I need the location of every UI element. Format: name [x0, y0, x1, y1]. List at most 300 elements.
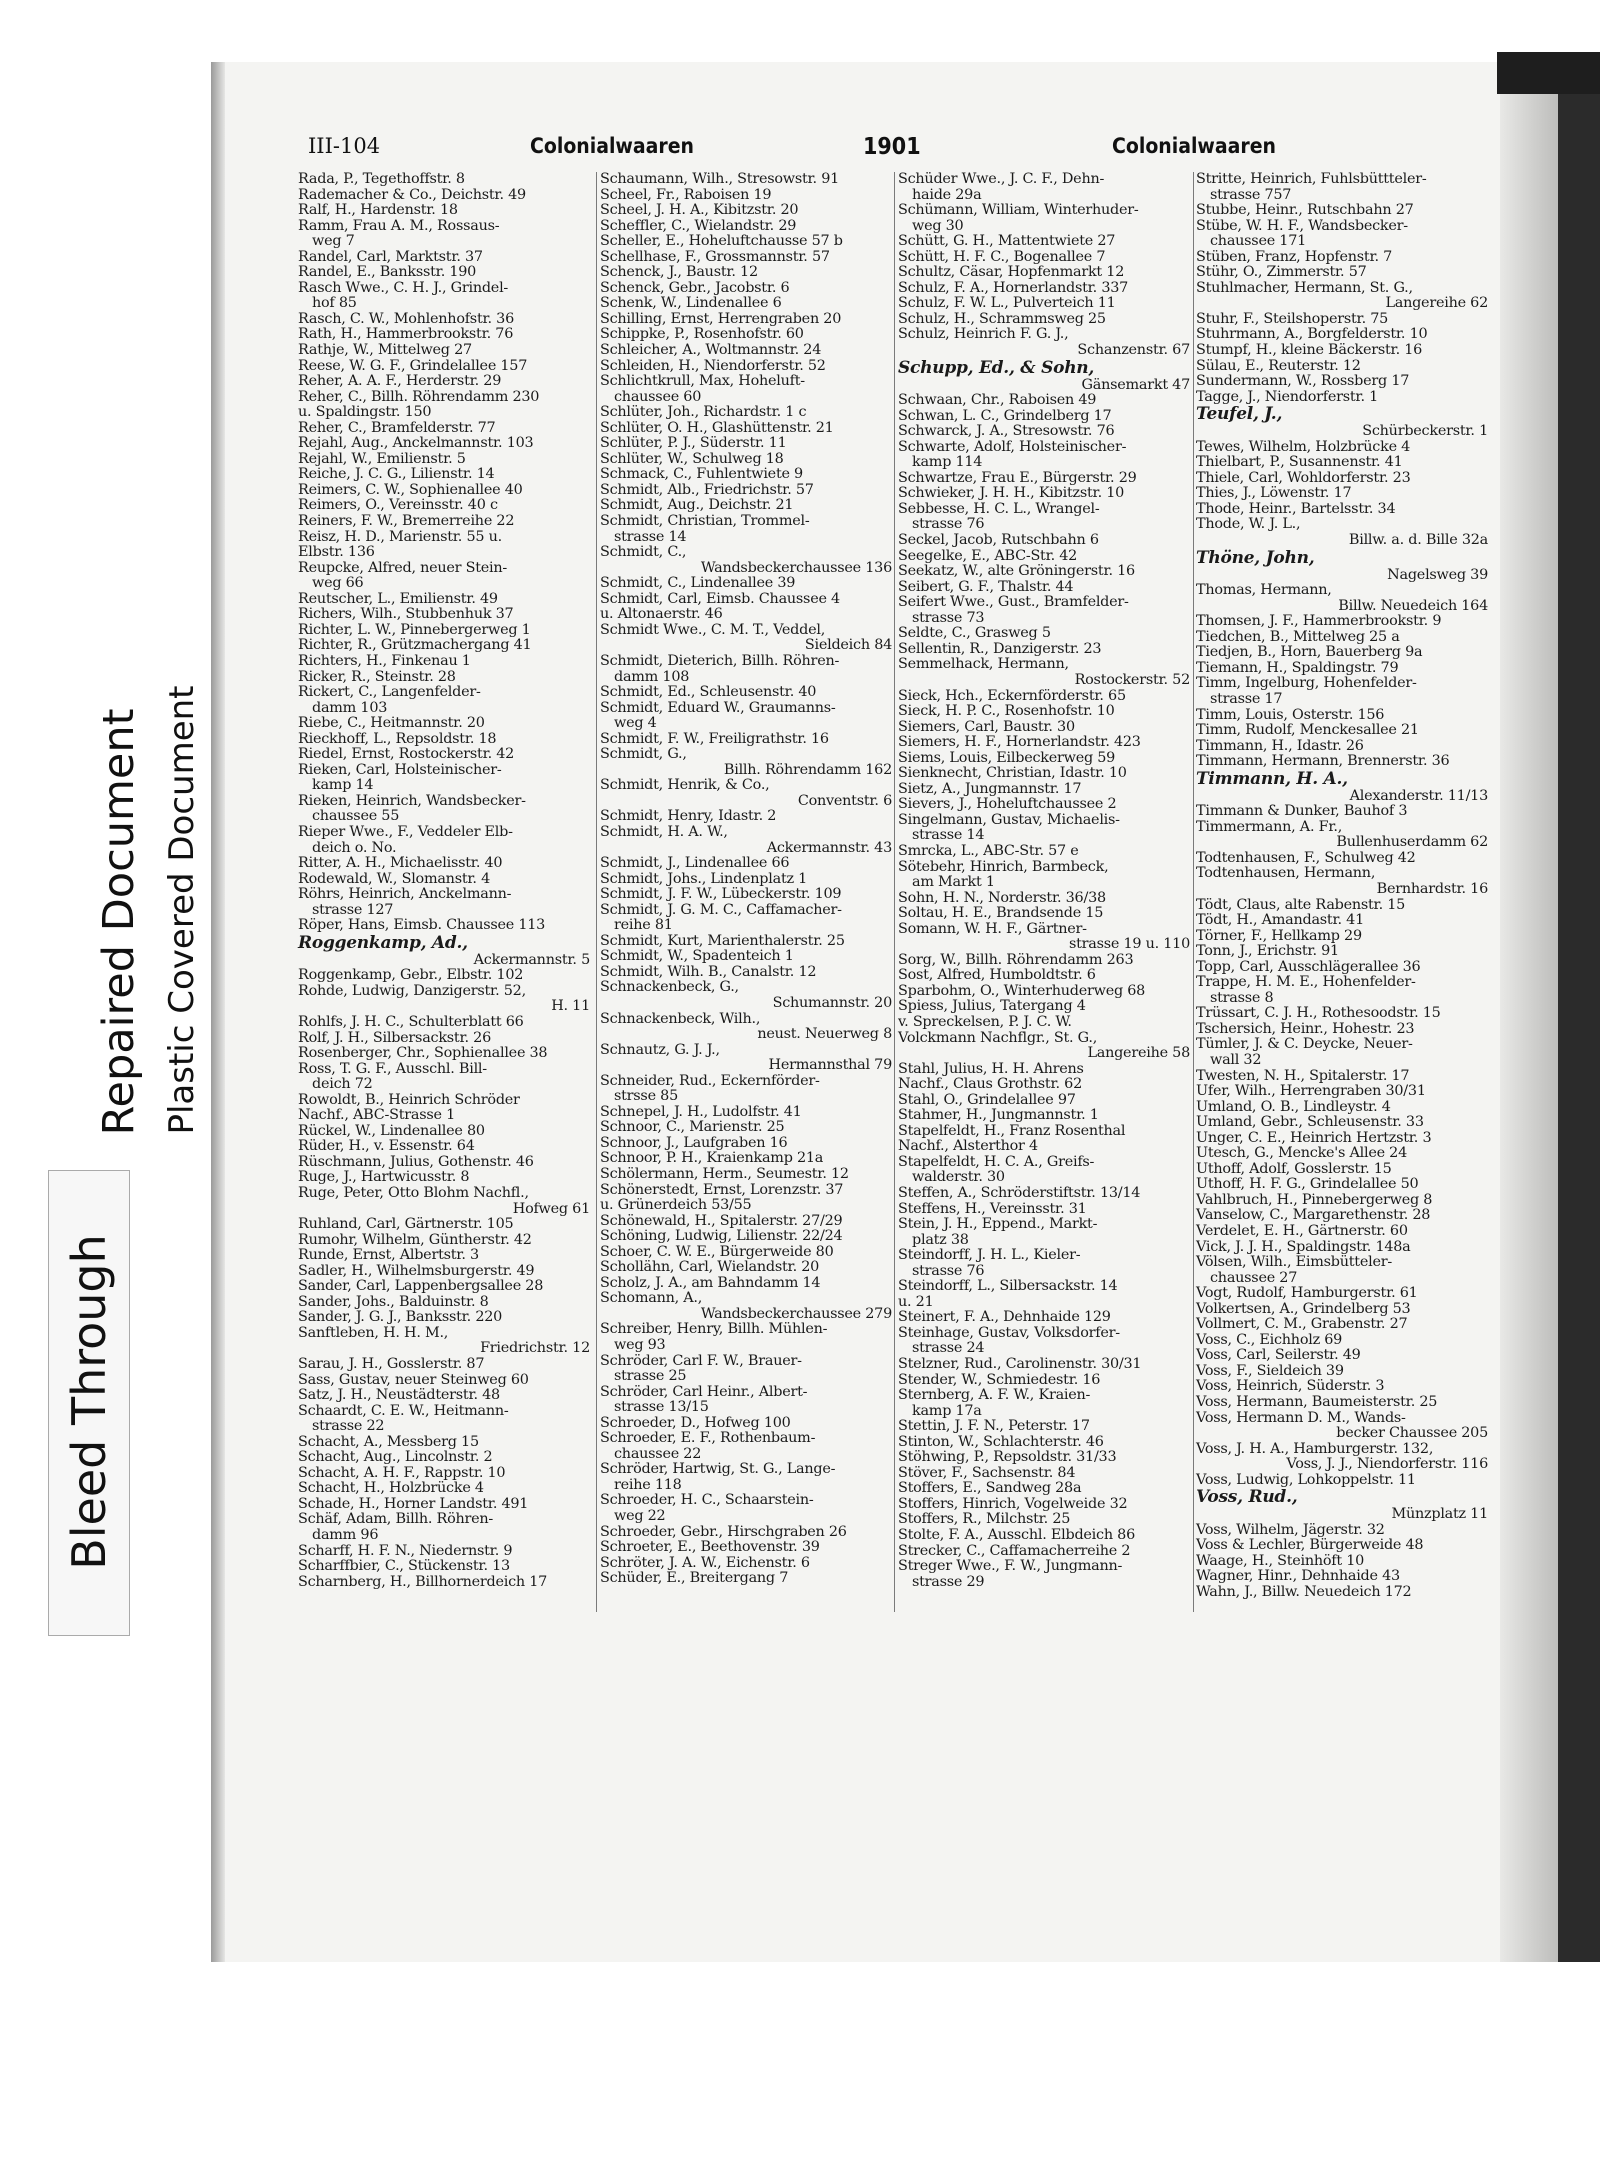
- directory-entry: Schroeder, H. C., Schaarstein-: [600, 1492, 814, 1509]
- directory-entry: Timmann & Dunker, Bauhof 3: [1196, 803, 1408, 820]
- directory-entry: Uthoff, H. F. G., Grindelallee 50: [1196, 1176, 1419, 1193]
- directory-entry: Timm, Ingelburg, Hohenfelder-: [1196, 675, 1417, 692]
- directory-entry: Nachf., ABC-Strasse 1: [298, 1107, 456, 1124]
- directory-entry: Schmidt, Eduard W., Graumanns-: [600, 699, 836, 716]
- directory-entry: Langereihe 58: [1087, 1045, 1190, 1062]
- directory-entry: Sass, Gustav, neuer Steinweg 60: [298, 1371, 529, 1388]
- directory-entry: Sienknecht, Christian, Idastr. 10: [898, 765, 1127, 782]
- directory-entry: Seekatz, W., alte Gröningerstr. 16: [898, 563, 1135, 580]
- directory-entry: Stuhrmann, A., Borgfelderstr. 10: [1196, 326, 1428, 343]
- directory-entry: Ruhland, Carl, Gärtnerstr. 105: [298, 1216, 514, 1233]
- directory-entry: Schmack, C., Fuhlentwiete 9: [600, 466, 803, 483]
- directory-entry: Ritter, A. H., Michaelisstr. 40: [298, 855, 503, 872]
- directory-entry: u. 21: [898, 1293, 934, 1310]
- directory-entry: Rieken, Heinrich, Wandsbecker-: [298, 792, 526, 809]
- directory-entry: damm 96: [312, 1527, 379, 1544]
- directory-entry: Schwarte, Adolf, Holsteinischer-: [898, 438, 1127, 455]
- directory-entry: Richter, R., Grützmachergang 41: [298, 637, 532, 654]
- directory-entry: Ufer, Wilh., Herrengraben 30/31: [1196, 1083, 1426, 1100]
- directory-entry: Satz, J. H., Neustädterstr. 48: [298, 1387, 500, 1404]
- directory-entry: Voss, Ludwig, Lohkoppelstr. 11: [1196, 1471, 1416, 1488]
- directory-entry: Schlüter, P. J., Süderstr. 11: [600, 435, 787, 452]
- directory-entry: Voss, C., Eichholz 69: [1196, 1331, 1343, 1348]
- directory-entry: Schwan, L. C., Grindelberg 17: [898, 407, 1112, 424]
- directory-entry: Ruge, J., Hartwicusstr. 8: [298, 1169, 470, 1186]
- directory-entry: damm 103: [312, 699, 388, 716]
- directory-entry: Röhrs, Heinrich, Anckelmann-: [298, 886, 512, 903]
- directory-entry: Scharffbier, C., Stückenstr. 13: [298, 1558, 510, 1575]
- directory-entry: Semmelhack, Hermann,: [898, 656, 1069, 673]
- plastic-covered-label: Plastic Covered Document: [162, 685, 202, 1135]
- directory-entry: Nachf., Alsterthor 4: [898, 1138, 1038, 1155]
- page-edge-shade: [1500, 94, 1558, 1962]
- directory-entry: Rasch, C. W., Mohlenhofstr. 36: [298, 310, 514, 327]
- directory-entry: Seifert Wwe., Gust., Bramfelder-: [898, 594, 1129, 611]
- directory-entry: Schönewald, H., Spitalerstr. 27/29: [600, 1212, 843, 1229]
- directory-entry: Roggenkamp, Ad.,: [298, 932, 468, 953]
- directory-entry: Nachf., Claus Grothstr. 62: [898, 1076, 1082, 1093]
- directory-entry: Timm, Rudolf, Menckesallee 21: [1196, 722, 1419, 739]
- directory-entry: Richters, H., Finkenau 1: [298, 652, 471, 669]
- directory-column-2: [600, 172, 892, 1587]
- directory-entry: Schlichtkrull, Max, Hoheluft-: [600, 373, 805, 390]
- directory-entry: Langereihe 62: [1385, 295, 1488, 312]
- directory-entry: platz 38: [912, 1231, 969, 1248]
- directory-entry: Scharnberg, H., Billhornerdeich 17: [298, 1573, 548, 1590]
- directory-entry: Timmann, Hermann, Brennerstr. 36: [1196, 753, 1450, 770]
- directory-entry: Trappe, H. M. E., Hohenfelder-: [1196, 974, 1416, 991]
- directory-entry: Schmidt, G.,: [600, 746, 687, 763]
- directory-entry: u. Spaldingstr. 150: [298, 404, 432, 421]
- directory-entry: neust. Neuerweg 8: [757, 1026, 892, 1043]
- directory-entry: weg 22: [614, 1508, 666, 1525]
- directory-entry: Schulz, F. A., Hornerlandstr. 337: [898, 279, 1129, 296]
- directory-entry: Schönerstedt, Ernst, Lorenzstr. 37: [600, 1181, 844, 1198]
- directory-entry: Schmidt, Henry, Idastr. 2: [600, 808, 777, 825]
- directory-entry: Scholz, J. A., am Bahndamm 14: [600, 1274, 821, 1291]
- directory-entry: Sohn, H. N., Norderstr. 36/38: [898, 889, 1106, 906]
- directory-entry: Streger Wwe., F. W., Jungmann-: [898, 1558, 1123, 1575]
- directory-entry: Schanzenstr. 67: [1077, 342, 1190, 359]
- directory-entry: strasse 24: [912, 1340, 985, 1357]
- directory-entry: Tiedjen, B., Horn, Bauerberg 9a: [1196, 644, 1423, 661]
- directory-entry: Richter, L. W., Pinnebergerweg 1: [298, 621, 531, 638]
- directory-entry: Schoer, C. W. E., Bürgerweide 80: [600, 1243, 834, 1260]
- directory-entry: strasse 14: [614, 528, 687, 545]
- directory-entry: Unger, C. E., Heinrich Hertzstr. 3: [1196, 1129, 1432, 1146]
- directory-entry: Sarau, J. H., Gosslerstr. 87: [298, 1356, 485, 1373]
- directory-entry: Schmidt, C.,: [600, 544, 687, 561]
- directory-entry: weg 4: [614, 715, 657, 732]
- column-divider: [894, 172, 895, 1612]
- directory-entry: Steinhage, Gustav, Volksdorfer-: [898, 1324, 1120, 1341]
- directory-entry: haide 29a: [912, 186, 982, 203]
- directory-entry: deich o. No.: [312, 839, 397, 856]
- directory-entry: Schütt, G. H., Mattentwiete 27: [898, 233, 1116, 250]
- directory-entry: walderstr. 30: [912, 1169, 1005, 1186]
- directory-entry: Waage, H., Steinhöft 10: [1196, 1552, 1365, 1569]
- directory-entry: Schacht, A., Messberg 15: [298, 1433, 479, 1450]
- directory-entry: Stumpf, H., kleine Bäckerstr. 16: [1196, 342, 1423, 359]
- directory-entry: Rostockerstr. 52: [1074, 671, 1190, 688]
- directory-entry: Todtenhausen, F., Schulweg 42: [1196, 849, 1416, 866]
- directory-entry: Volckmann Nachflgr., St. G.,: [898, 1029, 1098, 1046]
- directory-entry: strasse 76: [912, 1262, 985, 1279]
- directory-entry: strasse 73: [912, 609, 985, 626]
- directory-entry: Stöhwing, P., Repsoldstr. 31/33: [898, 1449, 1117, 1466]
- directory-entry: Steinert, F. A., Dehnhaide 129: [898, 1309, 1111, 1326]
- directory-entry: Richers, Wilh., Stubbenhuk 37: [298, 606, 514, 623]
- directory-entry: Schmidt, F. W., Freiligrathstr. 16: [600, 730, 829, 747]
- directory-entry: Siems, Louis, Eilbeckerweg 59: [898, 749, 1116, 766]
- directory-entry: Reher, C., Billh. Röhrendamm 230: [298, 388, 540, 405]
- directory-entry: Rumohr, Wilhelm, Güntherstr. 42: [298, 1231, 532, 1248]
- directory-entry: Sost, Alfred, Humboldtstr. 6: [898, 967, 1096, 984]
- directory-entry: Rolf, J. H., Silbersackstr. 26: [298, 1029, 491, 1046]
- directory-entry: Scheller, E., Hoheluftchausse 57 b: [600, 233, 843, 250]
- directory-entry: Voss, Heinrich, Süderstr. 3: [1196, 1378, 1385, 1395]
- directory-entry: Schulz, F. W. L., Pulverteich 11: [898, 295, 1116, 312]
- directory-entry: Smrcka, L., ABC-Str. 57 e: [898, 842, 1079, 859]
- directory-entry: Schmidt, Christian, Trommel-: [600, 513, 810, 530]
- directory-entry: Seckel, Jacob, Rutschbahn 6: [898, 532, 1099, 549]
- directory-entry: Billw. a. d. Bille 32a: [1348, 532, 1488, 549]
- directory-entry: Tiemann, H., Spaldingstr. 79: [1196, 659, 1399, 676]
- directory-entry: reihe 81: [614, 917, 673, 934]
- directory-entry: Schwieker, J. H. H., Kibitzstr. 10: [898, 485, 1125, 502]
- directory-entry: Hofweg 61: [512, 1200, 590, 1217]
- directory-entry: Seibert, G. F., Thalstr. 44: [898, 578, 1074, 595]
- directory-entry: Schmidt, J. G. M. C., Caffamacher-: [600, 901, 842, 918]
- directory-entry: Conventstr. 6: [797, 792, 892, 809]
- directory-entry: strasse 17: [1210, 690, 1283, 707]
- directory-entry: weg 66: [312, 575, 364, 592]
- directory-entry: Ross, T. G. F., Ausschl. Bill-: [298, 1060, 487, 1077]
- directory-entry: Schnackenbeck, Wilh.,: [600, 1010, 761, 1027]
- directory-entry: Schüder, E., Breitergang 7: [600, 1570, 789, 1587]
- directory-entry: Röper, Hans, Eimsb. Chaussee 113: [298, 917, 546, 934]
- directory-entry: Stuhlmacher, Hermann, St. G.,: [1196, 279, 1413, 296]
- directory-entry: Schmidt, Kurt, Marienthalerstr. 25: [600, 932, 845, 949]
- directory-entry: strasse 13/15: [614, 1399, 709, 1416]
- directory-entry: Thiele, Carl, Wohldorferstr. 23: [1196, 469, 1411, 486]
- directory-entry: Schröder, Carl F. W., Brauer-: [600, 1352, 802, 1369]
- directory-entry: strasse 19 u. 110: [1068, 936, 1190, 953]
- directory-entry: Stühr, O., Zimmerstr. 57: [1196, 264, 1367, 281]
- directory-entry: Stuhr, F., Steilshoperstr. 75: [1196, 310, 1389, 327]
- directory-entry: Schulz, Heinrich F. G. J.,: [898, 326, 1069, 343]
- directory-entry: Topp, Carl, Ausschlägerallee 36: [1196, 958, 1421, 975]
- directory-entry: Rodewald, W., Slomanstr. 4: [298, 870, 490, 887]
- directory-entry: Vollmert, C. M., Grabenstr. 27: [1196, 1316, 1408, 1333]
- directory-entry: Sülau, E., Reuterstr. 12: [1196, 357, 1361, 374]
- directory-entry: Teufel, J.,: [1196, 404, 1283, 425]
- directory-entry: Stapelfeldt, H. C. A., Greifs-: [898, 1153, 1095, 1170]
- directory-entry: Schäf, Adam, Billh. Röhren-: [298, 1511, 494, 1528]
- directory-entry: Rowoldt, B., Heinrich Schröder: [298, 1091, 520, 1108]
- directory-entry: Voss, Rud.,: [1196, 1487, 1298, 1508]
- directory-entry: Schmidt, Aug., Deichstr. 21: [600, 497, 794, 514]
- directory-entry: Tödt, H., Amandastr. 41: [1196, 912, 1364, 929]
- directory-entry: Stelzner, Rud., Carolinenstr. 30/31: [898, 1356, 1142, 1373]
- directory-entry: Schellhase, F., Grossmannstr. 57: [600, 248, 830, 265]
- directory-entry: Törner, F., Hellkamp 29: [1196, 927, 1362, 944]
- directory-entry: Reutscher, L., Emilienstr. 49: [298, 590, 498, 607]
- directory-entry: Wahn, J., Billw. Neuedeich 172: [1196, 1584, 1412, 1601]
- directory-entry: Schmidt, J. F. W., Lübeckerstr. 109: [600, 886, 842, 903]
- directory-entry: u. Grünerdeich 53/55: [600, 1197, 752, 1214]
- directory-entry: becker Chaussee 205: [1336, 1425, 1488, 1442]
- directory-entry: Nagelsweg 39: [1387, 566, 1488, 583]
- directory-entry: Schilling, Ernst, Herrengraben 20: [600, 310, 842, 327]
- directory-entry: Schnautz, G. J. J.,: [600, 1041, 720, 1058]
- directory-entry: Hermannsthal 79: [768, 1057, 892, 1074]
- directory-entry: Todtenhausen, Hermann,: [1196, 865, 1376, 882]
- directory-entry: Rieken, Carl, Holsteinischer-: [298, 761, 502, 778]
- page-number: III-104: [308, 134, 381, 158]
- directory-entry: Wagner, Hinr., Dehnhaide 43: [1196, 1568, 1400, 1585]
- directory-entry: Stapelfeldt, H., Franz Rosenthal: [898, 1122, 1126, 1139]
- directory-entry: Tiedchen, B., Mittelweg 25 a: [1196, 628, 1400, 645]
- directory-entry: Schmidt, Ed., Schleusenstr. 40: [600, 684, 817, 701]
- directory-entry: Scharff, H. F. N., Niedernstr. 9: [298, 1542, 513, 1559]
- directory-entry: Schultz, Cäsar, Hopfenmarkt 12: [898, 264, 1125, 281]
- directory-entry: hof 85: [312, 295, 357, 312]
- directory-entry: Reimers, O., Vereinsstr. 40 c: [298, 497, 498, 514]
- directory-entry: am Markt 1: [912, 874, 995, 891]
- directory-entry: weg 7: [312, 233, 355, 250]
- directory-entry: deich 72: [312, 1076, 373, 1093]
- directory-entry: Schnackenbeck, G.,: [600, 979, 739, 996]
- directory-entry: Stettin, J. F. N., Peterstr. 17: [898, 1418, 1090, 1435]
- directory-entry: Schmidt, J., Lindenallee 66: [600, 855, 790, 872]
- directory-entry: strasse 76: [912, 516, 985, 533]
- directory-entry: Schade, H., Horner Landstr. 491: [298, 1495, 529, 1512]
- directory-entry: Schröter, J. A. W., Eichenstr. 6: [600, 1554, 810, 1571]
- directory-entry: Seegelke, E., ABC-Str. 42: [898, 547, 1078, 564]
- directory-entry: Thielbart, P., Susannenstr. 41: [1196, 454, 1403, 471]
- directory-entry: Schreiber, Henry, Billh. Mühlen-: [600, 1321, 828, 1338]
- directory-column-4: [1196, 172, 1488, 1601]
- page-binding-shadow: [211, 62, 225, 1962]
- directory-entry: Reisz, H. D., Marienstr. 55 u.: [298, 528, 502, 545]
- directory-entry: Schmidt, Alb., Friedrichstr. 57: [600, 481, 814, 498]
- directory-entry: Schöning, Ludwig, Lilienstr. 22/24: [600, 1228, 843, 1245]
- directory-entry: Voss, Wilhelm, Jägerstr. 32: [1196, 1521, 1385, 1538]
- directory-entry: Spiess, Julius, Tatergang 4: [898, 998, 1086, 1015]
- directory-entry: Sparbohm, O., Winterhuderweg 68: [898, 982, 1146, 999]
- directory-entry: Rosenberger, Chr., Sophienallee 38: [298, 1045, 548, 1062]
- column-divider: [1193, 172, 1194, 1612]
- directory-entry: Schröder, Hartwig, St. G., Lange-: [600, 1461, 836, 1478]
- directory-entry: Singelmann, Gustav, Michaelis-: [898, 811, 1120, 828]
- directory-entry: chaussee 22: [614, 1445, 702, 1462]
- directory-entry: Timmermann, A. Fr.,: [1196, 818, 1343, 835]
- directory-entry: Schwartze, Frau E., Bürgerstr. 29: [898, 469, 1137, 486]
- directory-entry: Sorg, W., Billh. Röhrendamm 263: [898, 951, 1134, 968]
- directory-entry: Sanftleben, H. H. M.,: [298, 1324, 449, 1341]
- directory-entry: Tümler, J. & C. Deycke, Neuer-: [1196, 1036, 1413, 1053]
- directory-entry: chaussee 27: [1210, 1269, 1298, 1286]
- directory-entry: Sander, Johs., Balduinstr. 8: [298, 1293, 489, 1310]
- directory-entry: Schmidt, H. A. W.,: [600, 823, 728, 840]
- directory-entry: Voss, Hermann, Baumeisterstr. 25: [1196, 1394, 1438, 1411]
- directory-entry: Schüder Wwe., J. C. F., Dehn-: [898, 171, 1105, 187]
- directory-entry: Stender, W., Schmiedestr. 16: [898, 1371, 1101, 1388]
- year-heading: 1901: [863, 134, 921, 160]
- directory-entry: Strecker, C., Caffamacherreihe 2: [898, 1542, 1131, 1559]
- directory-entry: Runde, Ernst, Albertstr. 3: [298, 1247, 479, 1264]
- directory-entry: Schütt, H. F. C., Bogenallee 7: [898, 248, 1106, 265]
- directory-entry: kamp 14: [312, 777, 374, 794]
- directory-entry: Utesch, G., Mencke's Allee 24: [1196, 1145, 1407, 1162]
- directory-entry: Schleicher, A., Woltmannstr. 24: [600, 342, 822, 359]
- directory-entry: Schnepel, J. H., Ludolfstr. 41: [600, 1103, 802, 1120]
- directory-entry: Reimers, C. W., Sophienallee 40: [298, 481, 523, 498]
- directory-entry: Schmidt Wwe., C. M. T., Veddel,: [600, 621, 826, 638]
- directory-entry: Schmidt, Carl, Eimsb. Chaussee 4: [600, 590, 840, 607]
- directory-entry: Schneider, Rud., Eckernförder-: [600, 1072, 820, 1089]
- directory-entry: Thomas, Hermann,: [1196, 582, 1332, 599]
- directory-entry: Voss, Carl, Seilerstr. 49: [1196, 1347, 1361, 1364]
- column-divider: [596, 172, 597, 1612]
- directory-entry: Ackermannstr. 43: [766, 839, 892, 856]
- directory-entry: Sander, J. G. J., Banksstr. 220: [298, 1309, 503, 1326]
- directory-entry: Wandsbeckerchaussee 279: [700, 1305, 892, 1322]
- directory-entry: Schippke, P., Rosenhofstr. 60: [600, 326, 804, 343]
- directory-entry: Rieper Wwe., F., Veddeler Elb-: [298, 823, 513, 840]
- directory-entry: v. Spreckelsen, P. J. C. W.: [898, 1013, 1072, 1030]
- directory-entry: Bullenhuserdamm 62: [1336, 834, 1488, 851]
- directory-entry: Verdelet, E. H., Gärtnerstr. 60: [1196, 1223, 1408, 1239]
- running-title-left: Colonialwaaren: [530, 134, 694, 158]
- directory-entry: Reiners, F. W., Bremerreihe 22: [298, 513, 515, 530]
- directory-entry: Vanselow, C., Margarethenstr. 28: [1196, 1207, 1431, 1224]
- directory-entry: Rada, P., Tegethoffstr. 8: [298, 171, 465, 187]
- directory-entry: Tonn, J., Erichstr. 91: [1196, 943, 1339, 960]
- directory-entry: Voss, J. J., Niendorferstr. 116: [1286, 1456, 1488, 1473]
- directory-entry: Schürbeckerstr. 1: [1362, 423, 1488, 440]
- directory-entry: Schacht, H., Holzbrücke 4: [298, 1480, 484, 1497]
- directory-entry: Rademacher & Co., Deichstr. 49: [298, 186, 526, 203]
- scan-dark-edge: [1558, 94, 1600, 1962]
- directory-column-3: [898, 172, 1190, 1590]
- directory-entry: Völsen, Wilh., Eimsbütteler-: [1196, 1254, 1392, 1271]
- directory-entry: Rohde, Ludwig, Danzigerstr. 52,: [298, 982, 526, 999]
- directory-entry: strsse 85: [614, 1088, 678, 1105]
- directory-entry: Schaardt, C. E. W., Heitmann-: [298, 1402, 509, 1419]
- directory-entry: Schnoor, J., Laufgraben 16: [600, 1134, 788, 1151]
- directory-entry: Scheffler, C., Wielandstr. 29: [600, 217, 797, 234]
- directory-entry: u. Altonaerstr. 46: [600, 606, 723, 623]
- directory-entry: Stritte, Heinrich, Fuhlsbüttteler-: [1196, 171, 1427, 187]
- scan-dark-corner: [1497, 52, 1600, 94]
- directory-entry: Rathje, W., Mittelweg 27: [298, 342, 472, 359]
- directory-entry: Stinton, W., Schlachterstr. 46: [898, 1433, 1104, 1450]
- directory-entry: Somann, W. H. F., Gärtner-: [898, 920, 1087, 937]
- directory-entry: Schacht, A. H. F., Rappstr. 10: [298, 1464, 506, 1481]
- directory-entry: Sternberg, A. F. W., Kraien-: [898, 1387, 1091, 1404]
- directory-entry: Schmidt, Wilh. B., Canalstr. 12: [600, 963, 817, 980]
- directory-entry: Vahlbruch, H., Pinnebergerweg 8: [1196, 1191, 1433, 1208]
- directory-entry: Schenk, W., Lindenallee 6: [600, 295, 782, 312]
- directory-entry: Voss, J. H. A., Hamburgerstr. 132,: [1196, 1440, 1434, 1457]
- directory-entry: Stoffers, E., Sandweg 28a: [898, 1480, 1082, 1497]
- directory-entry: Steffens, H., Vereinsstr. 31: [898, 1200, 1087, 1217]
- directory-entry: Gänsemarkt 47: [1081, 376, 1190, 393]
- directory-entry: Rejahl, W., Emilienstr. 5: [298, 450, 466, 467]
- directory-entry: Stoffers, Hinrich, Vogelweide 32: [898, 1495, 1128, 1512]
- directory-entry: Schwarck, J. A., Stresowstr. 76: [898, 423, 1115, 440]
- directory-entry: Schleiden, H., Niendorferstr. 52: [600, 357, 826, 374]
- directory-entry: chaussee 60: [614, 388, 702, 405]
- directory-entry: Schmidt, W., Spadenteich 1: [600, 948, 794, 965]
- directory-entry: chaussee 171: [1210, 233, 1307, 250]
- directory-entry: Sieck, Hch., Eckernförderstr. 65: [898, 687, 1126, 704]
- directory-entry: Siemers, H. F., Hornerlandstr. 423: [898, 734, 1141, 751]
- directory-entry: Trüssart, C. J. H., Rothesoodstr. 15: [1196, 1005, 1441, 1022]
- directory-entry: Schlüter, W., Schulweg 18: [600, 450, 784, 467]
- directory-entry: Soltau, H. E., Brandsende 15: [898, 905, 1104, 922]
- directory-entry: strasse 14: [912, 827, 985, 844]
- directory-entry: weg 30: [912, 217, 964, 234]
- directory-entry: Schroeder, D., Hofweg 100: [600, 1414, 791, 1431]
- directory-entry: Schnoor, C., Marienstr. 25: [600, 1119, 785, 1136]
- directory-entry: Stübe, W. H. F., Wandsbecker-: [1196, 217, 1408, 234]
- directory-entry: Scheel, Fr., Raboisen 19: [600, 186, 772, 203]
- directory-entry: Schölermann, Herm., Seumestr. 12: [600, 1166, 849, 1182]
- directory-entry: Schmidt, C., Lindenallee 39: [600, 575, 796, 592]
- directory-entry: damm 108: [614, 668, 690, 685]
- directory-entry: Schomann, A.,: [600, 1290, 703, 1307]
- directory-entry: Randel, Carl, Marktstr. 37: [298, 248, 483, 265]
- directory-entry: Schumannstr. 20: [772, 994, 892, 1011]
- directory-entry: Vick, J. J. H., Spaldingstr. 148a: [1196, 1238, 1411, 1255]
- directory-entry: Schröder, Carl Heinr., Albert-: [600, 1383, 808, 1400]
- directory-entry: Thode, W. J. L.,: [1196, 516, 1301, 533]
- directory-entry: Scheel, J. H. A., Kibitzstr. 20: [600, 202, 799, 219]
- directory-entry: Twesten, N. H., Spitalerstr. 17: [1196, 1067, 1410, 1084]
- directory-entry: Alexanderstr. 11/13: [1349, 787, 1488, 804]
- running-title-right: Colonialwaaren: [1112, 134, 1276, 158]
- directory-entry: Uthoff, Adolf, Gosslerstr. 15: [1196, 1160, 1392, 1177]
- directory-entry: Sieck, H. P. C., Rosenhofstr. 10: [898, 703, 1115, 720]
- directory-entry: Schroeder, E. F., Rothenbaum-: [600, 1430, 816, 1447]
- directory-entry: Stüben, Franz, Hopfenstr. 7: [1196, 248, 1393, 265]
- directory-column-1: [298, 172, 590, 1590]
- directory-entry: Sietz, A., Jungmannstr. 17: [898, 780, 1082, 797]
- directory-entry: Tewes, Wilhelm, Holzbrücke 4: [1196, 438, 1411, 455]
- directory-entry: Stahl, O., Grindelallee 97: [898, 1091, 1076, 1108]
- directory-entry: Rüschmann, Julius, Gothenstr. 46: [298, 1153, 534, 1170]
- directory-entry: Tödt, Claus, alte Rabenstr. 15: [1196, 896, 1406, 913]
- directory-entry: Elbstr. 136: [298, 544, 375, 561]
- directory-entry: Rückel, W., Lindenallee 80: [298, 1122, 485, 1139]
- directory-entry: Ackermannstr. 5: [473, 951, 590, 968]
- directory-entry: Rasch Wwe., C. H. J., Grindel-: [298, 279, 509, 296]
- directory-entry: Steindorff, L., Silbersackstr. 14: [898, 1278, 1118, 1295]
- directory-entry: Steffen, A., Schröderstiftstr. 13/14: [898, 1185, 1141, 1201]
- directory-entry: Reese, W. G. F., Grindelallee 157: [298, 357, 528, 374]
- directory-entry: Schroeder, Gebr., Hirschgraben 26: [600, 1523, 847, 1540]
- directory-entry: Schenck, J., Baustr. 12: [600, 264, 758, 281]
- bleed-through-label: Bleed Through: [62, 1234, 116, 1570]
- directory-entry: Schmidt, Henrik, & Co.,: [600, 777, 770, 794]
- directory-entry: strasse 25: [614, 1368, 687, 1385]
- directory-entry: Vogt, Rudolf, Hamburgerstr. 61: [1196, 1285, 1418, 1302]
- directory-entry: Timm, Louis, Osterstr. 156: [1196, 706, 1385, 723]
- directory-entry: Sadler, H., Wilhelmsburgerstr. 49: [298, 1262, 535, 1279]
